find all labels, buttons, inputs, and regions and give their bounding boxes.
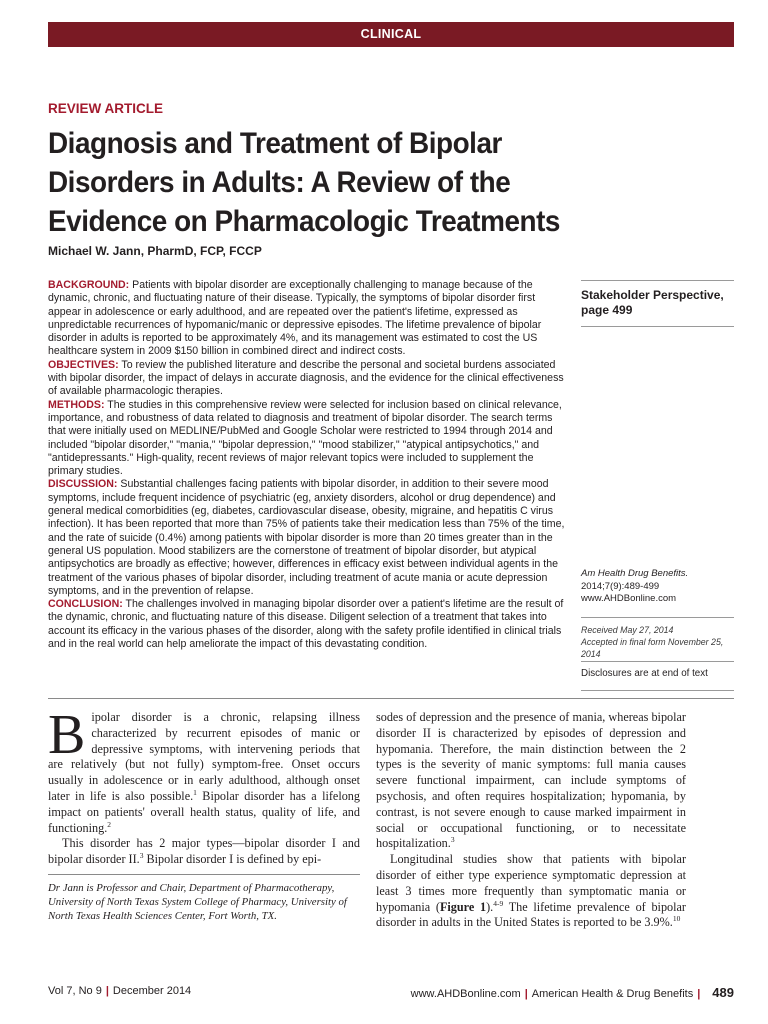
methods-label: METHODS: <box>48 398 105 411</box>
footer-journal <box>340 985 734 1000</box>
body-text: Bipolar disorder I is defined by epi- <box>143 852 322 867</box>
sidebar-divider <box>581 617 734 618</box>
objectives-text: To review the published literature and describe the personal and societal burdens associated with bipolar disorder, the impact of delays in accurate diagnosis, and the evidence for the clinical effectiveness of available pharmacologic therapies. <box>48 358 564 398</box>
citation-ref[interactable]: 2 <box>107 819 111 829</box>
footer-date: December 2014 <box>112 985 192 997</box>
footer-separator: | <box>524 988 528 1000</box>
background-text: Patients with bipolar disorder are exceptionally challenging to manage because of the dynamic, chronic, and fluctuating nature of their disease. Typically, the symptoms of bipolar disorder first appear in adolescence or early adulthood, and are repeated over the patient's lifetime, expressed as unpredictable recurrences of hypomanic/manic or depressive episodes. The lifetime prevalence of bipolar disorder in adults is reported to be approximately 4%, and its management was estimated to cost the US healthcare system in 2009 $150 billion in combined direct and indirect costs. <box>48 279 542 358</box>
body-text: The lifetime prevalence of bipolar disorder in adults in the United States is reported to be 3.9%. <box>376 899 686 930</box>
footer-volume: Vol 7, No 9 <box>48 985 102 997</box>
figure-ref[interactable]: Figure 1 <box>439 899 487 914</box>
body-column-right <box>376 710 686 931</box>
body-text: Bipolar disorder has a lifelong impact on patients' overall health status, quality of life, and functioning. <box>48 788 360 835</box>
footer-website[interactable]: www.AHDBonline.com <box>410 988 521 1000</box>
sidebar-divider <box>581 690 734 691</box>
body-column-left <box>48 704 360 868</box>
body-paragraph <box>48 704 360 836</box>
citation-ref[interactable]: 10 <box>672 914 681 924</box>
author-affiliation: Dr Jann is Professor and Chair, Department of Pharmacotherapy, University of North Texas System College of Pharmacy, University of North Texas Health Sciences Center, Fort Worth, TX. <box>48 882 347 922</box>
date-block <box>581 624 734 660</box>
abstract <box>48 279 570 651</box>
journal-title: Am Health Drug Benefits. <box>581 568 689 579</box>
body-text: sodes of depression and the presence of mania, whereas bipolar disorder II is characterized by episodes of depression and hypomania. Therefore, the main distinction between the 2 types is the severity of manic symptoms: full mania causes severe functional impairment, can include symptoms of psychosis, and often requires hospitalization; hypomania, by contrast, is not severe enough to cause marked impairment in social or occupational functioning, or to necessitate hospitalization. <box>376 710 686 851</box>
section-banner <box>48 22 734 47</box>
body-paragraph <box>376 710 686 852</box>
footer-issue <box>48 985 191 997</box>
journal-website[interactable]: www.AHDBonline.com <box>581 593 677 604</box>
abstract-methods <box>48 399 570 479</box>
citation-block <box>581 568 734 606</box>
drop-cap: B <box>48 704 86 766</box>
background-label: BACKGROUND: <box>48 279 130 291</box>
methods-text: The studies in this comprehensive review were selected for inclusion based on clinical relevance, importance, and robustness of data related to diagnosis and treatment of bipolar disorder. The search terms that were initially used on MEDLINE/PubMed and Google Scholar were restricted to 1994 through 2014 and included "bipolar disorder," "mania," "bipolar depression," "mood stabilizer," "atypical antipsychotics," and "antidepressants." High-quality, recent reviews of major relevant topics were included to supplement the primary studies. <box>48 398 562 478</box>
body-text: Longitudinal studies show that patients with bipolar disorder of either type experience symptomatic depression at least 3 times more frequently than symptomatic mania or hypomania ( <box>376 852 686 914</box>
abstract-conclusion <box>48 598 570 651</box>
article-type: REVIEW ARTICLE <box>48 101 164 116</box>
footer-journal-name: American Health & Drug Benefits <box>531 988 694 1000</box>
citation-ref[interactable]: 4-9 <box>493 898 504 908</box>
sidebar-divider <box>581 326 734 327</box>
sidebar-divider <box>581 280 734 281</box>
abstract-background <box>48 279 570 359</box>
body-paragraph <box>48 836 360 868</box>
disclosures-note: Disclosures are at end of text <box>581 668 708 679</box>
citation: 2014;7(9):489-499 <box>581 580 660 592</box>
footer-separator: | <box>105 985 109 997</box>
citation-ref[interactable]: 3 <box>139 851 144 861</box>
abstract-discussion <box>48 478 570 598</box>
citation-ref[interactable]: 1 <box>193 787 197 797</box>
section-label: CLINICAL <box>360 27 422 41</box>
body-paragraph <box>376 852 686 931</box>
title-subtitle: A Review of the Evidence on Pharmacologic Treatments <box>48 166 560 238</box>
conclusion-text: The challenges involved in managing bipolar disorder over a patient's lifetime are the result of the dynamic, chronic, and fluctuating nature of this disease. Diligent selection of a treatment that takes into account its efficacy in the various phases of the disorder, along with the safety profile identified in clinical trials and in the real world can help ameliorate the impact of this devastating condition. <box>48 598 564 651</box>
conclusion-label: CONCLUSION: <box>48 598 123 611</box>
objectives-label: OBJECTIVES: <box>48 358 119 371</box>
body-text: ipolar disorder is a chronic, relapsing illness characterized by recurrent episodes of manic or depressive symptoms, with intervening periods that are relatively (but not fully) symptom-free. Onset occurs usually in adolescence or in early adulthood, although onset later in life is also possible. <box>48 710 360 803</box>
sidebar-divider <box>581 661 734 662</box>
article-title <box>48 124 569 241</box>
abstract-objectives <box>48 359 570 399</box>
discussion-text: Substantial challenges facing patients with bipolar disorder, in addition to their severe mood symptoms, include frequent incidence of psychiatric (eg, anxiety disorders, alcohol or drug dependence) and general medical comorbidities (eg, diabetes, cardiovascular disease, obesity, migraine, and hepatitis C virus infection). It has been reported that more than 75% of patients take their medication less than 75% of the time, and the rate of suicide (0.4%) among patients with bipolar disorder is more than 20 times greater than in the general US population. Mood stabilizers are the cornerstone of treatment of bipolar disorder, but atypical antipsychotics are broadly as effective; however, differences in efficacy exist between individual agents in the treatment of the various phases of bipolar disorder, including treatment of acute mania or acute depression symptoms, and in the prevention of relapse. <box>48 478 565 597</box>
received-date: Received May 27, 2014 <box>581 625 674 635</box>
citation-ref[interactable]: 3 <box>450 835 455 845</box>
footnote-divider <box>48 874 360 875</box>
author-line: Michael W. Jann, PharmD, FCP, FCCP <box>48 244 262 258</box>
abstract-divider <box>48 698 734 699</box>
discussion-label: DISCUSSION: <box>48 478 118 491</box>
stakeholder-link[interactable]: Stakeholder Perspective, page 499 <box>581 288 724 317</box>
accepted-date: Accepted in final form November 25, 2014 <box>581 637 724 659</box>
body-text: ). <box>486 899 494 914</box>
body-text: This disorder has 2 major types—bipolar disorder I and bipolar disorder II. <box>48 836 360 867</box>
title-main: Diagnosis and Treatment of Bipolar Disorders in Adults: <box>48 127 502 199</box>
page-number: 489 <box>712 985 734 1000</box>
footer-separator: | <box>697 988 701 1000</box>
